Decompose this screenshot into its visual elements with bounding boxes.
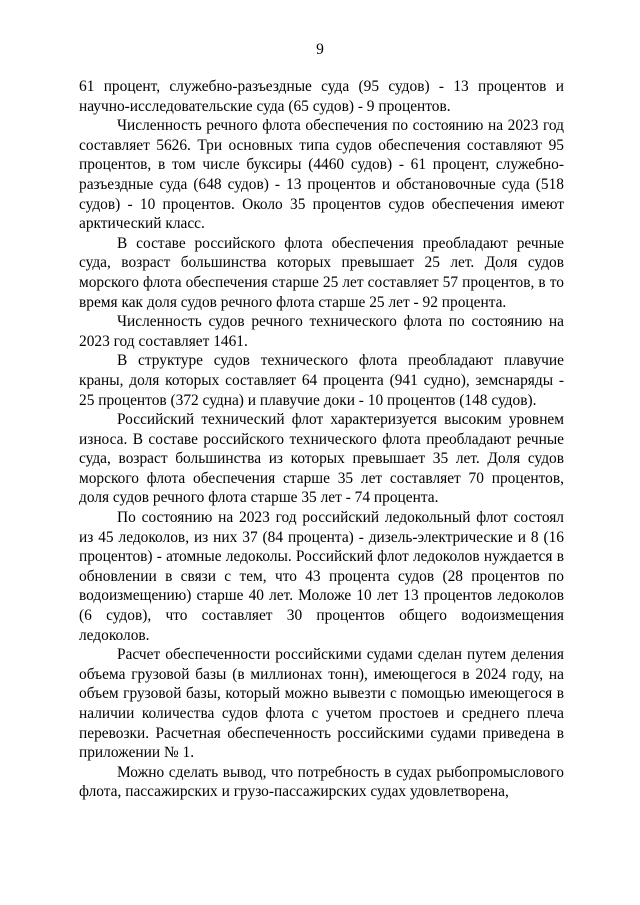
paragraph-technical-fleet-structure: В структуре судов технического флота преобладают плавучие краны, доля которых составляет 64 процента (941 судно), земснаряды - 25 процентов (372 судна) и плавучие доки - 10 процентов (148 судов). xyxy=(79,352,564,409)
page-number: 9 xyxy=(316,41,324,58)
paragraph-support-fleet-age: В составе российского флота обеспечения преобладают речные суда, возраст большинства которых превышает 25 лет. Доля судов морского флота обеспечения старше 25 лет составляет 57 процентов, в то время как доля судов речного флота старше 25 лет - 92 процента. xyxy=(79,234,564,311)
paragraph-technical-fleet-count: Численность судов речного технического флота по состоянию на 2023 год составляет 1461. xyxy=(79,313,564,350)
paragraph-continued: 61 процент, служебно-разъездные суда (95 судов) - 13 процентов и научно-исследовательские суда (65 судов) - 9 процентов. xyxy=(79,78,564,115)
document-body xyxy=(79,77,564,802)
paragraph-conclusion: Можно сделать вывод, что потребность в судах рыбопромыслового флота, пассажирских и грузо-пассажирских судах удовлетворена, xyxy=(79,763,564,801)
paragraph-icebreaker-fleet: По состоянию на 2023 год российский ледокольный флот состоял из 45 ледоколов, из них 37 (84 процента) - дизель-электрические и 8 (16 процентов) - атомные ледоколы. Российский флот ледоколов нуждается в обновлении в связи с тем, что 43 процента судов (28 процентов по водоизмещению) старше 40 лет. Моложе 10 лет 13 процентов ледоколов (6 судов), что составляет 30 процентов общего водоизмещения ледоколов. xyxy=(79,509,564,644)
paragraph-technical-fleet-wear: Российский технический флот характеризуется высоким уровнем износа. В составе российского технического флота преобладают речные суда, возраст большинства из которых превышает 35 лет. Доля судов морского флота обеспечения старше 35 лет составляет 70 процентов, доля судов речного флота старше 35 лет - 74 процента. xyxy=(79,411,564,507)
paragraph-provision-calculation: Расчет обеспеченности российскими судами сделан путем деления объема грузовой базы (в миллионах тонн), имеющегося в 2024 году, на объем грузовой базы, который можно вывезти с помощью имеющегося в наличии количества судов флота с учетом простоев и среднего плеча перевозки. Расчетная обеспеченность российскими судами приведена в приложении № 1. xyxy=(79,646,564,762)
paragraph-river-support-fleet: Численность речного флота обеспечения по состоянию на 2023 год составляет 5626. Три основных типа судов обеспечения составляют 95 процентов, в том числе буксиры (4460 судов) - 61 процент, служебно-разъездные суда (648 судов) - 13 процентов и обстановочные суда (518 судов) - 10 процентов. Около 35 процентов судов обеспечения имеют арктический класс. xyxy=(79,117,564,233)
